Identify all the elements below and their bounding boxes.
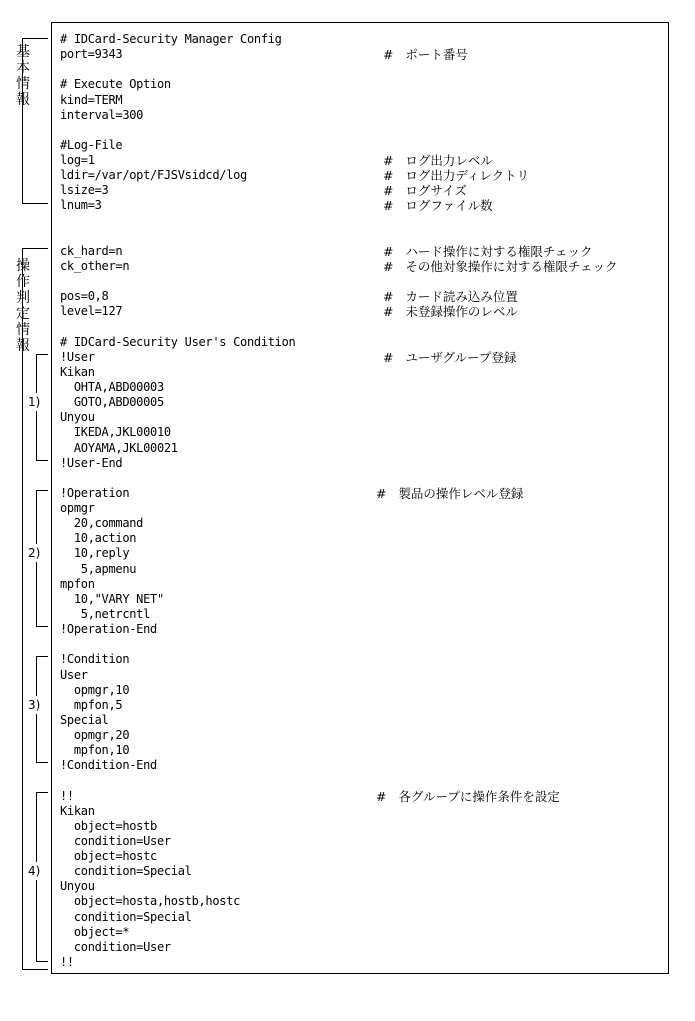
config-line: Special xyxy=(60,712,109,727)
config-line: # Execute Option xyxy=(60,77,171,92)
bracket-basic-info xyxy=(22,38,48,204)
config-line: mpfon,10 xyxy=(60,743,130,758)
group-number-3: 3) xyxy=(28,698,41,712)
config-comment: # 製品の操作レベル登録 xyxy=(376,485,524,501)
config-line: object=hostb xyxy=(60,818,157,833)
config-line: lsize=3 xyxy=(60,183,109,198)
config-line: ldir=/var/opt/FJSVsidcd/log xyxy=(60,168,247,183)
config-line: OHTA,ABD00003 xyxy=(60,380,164,394)
group-number-1: 1) xyxy=(28,395,41,409)
label-basic-info: 基本情報 xyxy=(16,44,30,108)
config-line: pos=0,8 xyxy=(60,289,109,304)
config-comment: # 各グループに操作条件を設定 xyxy=(376,788,560,804)
config-line: condition=User xyxy=(60,939,171,954)
config-comment: # ログ出力レベル xyxy=(383,153,493,168)
config-line: 5,apmenu xyxy=(60,561,137,576)
config-line: object=* xyxy=(60,924,130,939)
config-line: !Operation-End xyxy=(60,622,157,637)
group-number-2: 2) xyxy=(28,546,41,560)
label-judgment-info: 操作判定情報 xyxy=(16,258,30,354)
config-comment: # 未登録操作のレベル xyxy=(383,304,518,320)
config-comment: # ログファイル数 xyxy=(383,198,493,214)
config-line: !User-End xyxy=(60,455,123,470)
config-line: 10,"VARY NET" xyxy=(60,591,164,606)
config-line: log=1 xyxy=(60,153,95,167)
config-line: GOTO,ABD00005 xyxy=(60,395,164,410)
config-line: 5,netrcntl xyxy=(60,606,151,621)
config-line: Unyou xyxy=(60,879,95,894)
config-line: 10,reply xyxy=(60,546,130,561)
config-line: opmgr xyxy=(60,501,95,515)
config-line: Kikan xyxy=(60,364,95,379)
config-line: # IDCard-Security Manager Config xyxy=(60,32,282,46)
config-line: lnum=3 xyxy=(60,198,102,213)
config-line: kind=TERM xyxy=(60,92,123,107)
config-line: port=9343 xyxy=(60,47,123,62)
config-line: condition=Special xyxy=(60,864,192,879)
config-line: ck_other=n xyxy=(60,259,130,273)
config-line: !User xyxy=(60,349,95,364)
config-line: AOYAMA,JKL00021 xyxy=(60,440,178,455)
config-line: #Log-File xyxy=(60,137,123,152)
config-line: !! xyxy=(60,954,74,969)
config-line: !Condition xyxy=(60,652,130,667)
config-line: !Operation xyxy=(60,485,130,500)
config-line: Unyou xyxy=(60,410,95,425)
config-line: # IDCard-Security User's Condition xyxy=(60,334,296,349)
config-comment: # ポート番号 xyxy=(383,47,468,63)
config-line: 20,command xyxy=(60,516,144,531)
config-comment: # ハード操作に対する権限チェック xyxy=(383,243,593,259)
config-comment: # その他対象操作に対する権限チェック xyxy=(383,259,618,274)
config-line: ck_hard=n xyxy=(60,243,123,258)
config-line: Kikan xyxy=(60,803,95,818)
config-line: mpfon,5 xyxy=(60,697,123,712)
config-line: interval=300 xyxy=(60,107,144,122)
config-line: User xyxy=(60,667,88,682)
config-line: mpfon xyxy=(60,576,95,591)
config-line: opmgr,10 xyxy=(60,682,130,697)
config-line: condition=Special xyxy=(60,909,192,924)
config-line: object=hostc xyxy=(60,849,157,863)
config-line: condition=User xyxy=(60,833,171,848)
config-line: !Condition-End xyxy=(60,758,157,773)
config-line: 10,action xyxy=(60,531,137,546)
config-comment: # ユーザグループ登録 xyxy=(383,349,517,365)
config-line: object=hosta,hostb,hostc xyxy=(60,894,241,909)
config-comment: # ログサイズ xyxy=(383,183,467,199)
config-line: !! xyxy=(60,788,74,803)
group-number-4: 4) xyxy=(28,864,41,878)
config-comment: # ログ出力ディレクトリ xyxy=(383,168,530,184)
config-line: opmgr,20 xyxy=(60,728,130,742)
config-comment: # カード読み込み位置 xyxy=(383,289,518,305)
config-line: level=127 xyxy=(60,304,123,319)
config-line: IKEDA,JKL00010 xyxy=(60,425,171,440)
